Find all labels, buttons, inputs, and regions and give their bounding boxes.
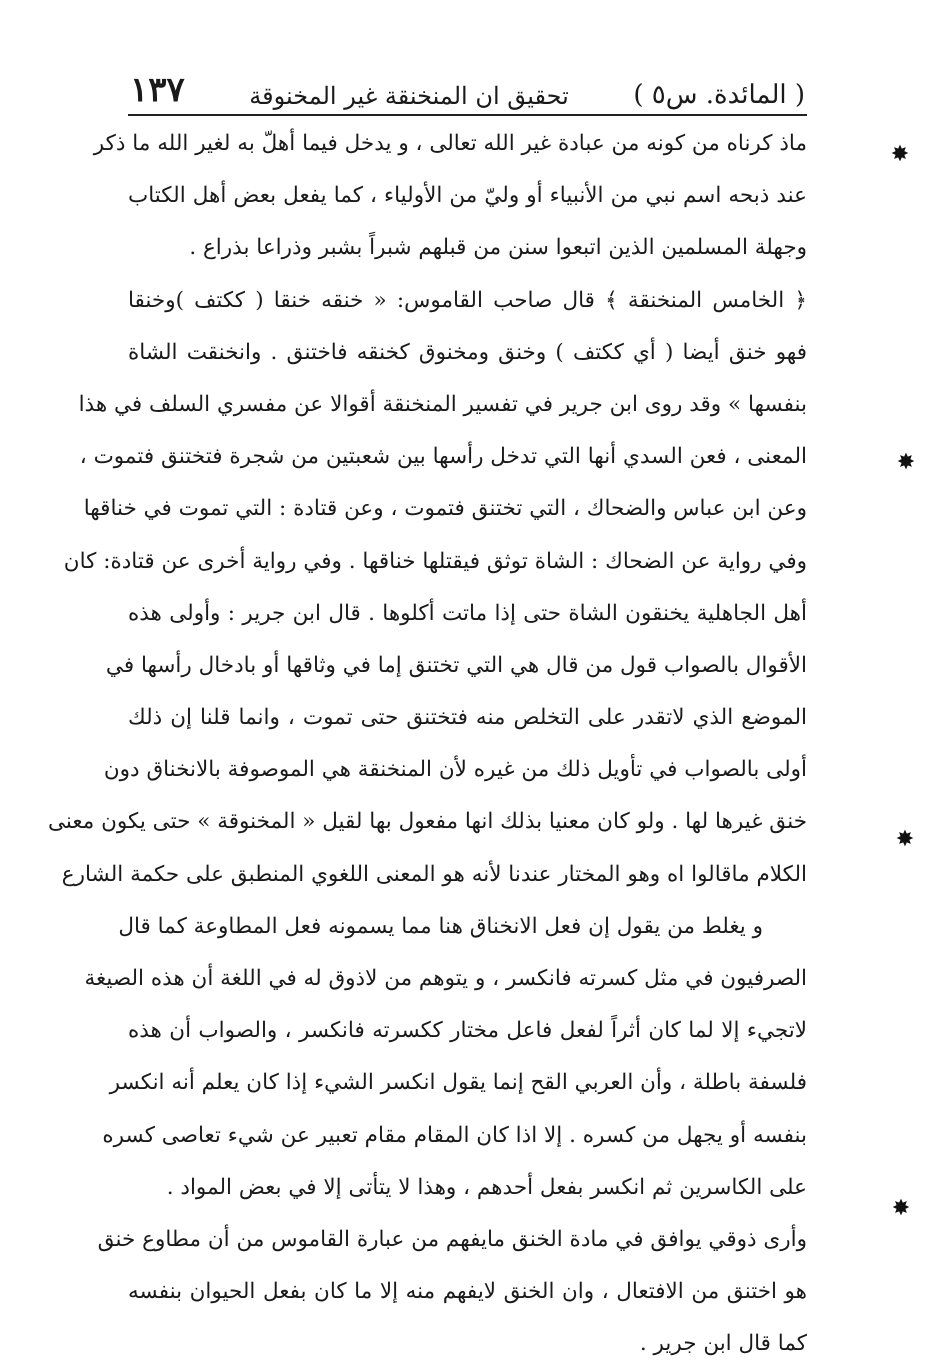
text-line: وعن ابن عباس والضحاك ، التي تختنق فتموت ، وعن قتادة : التي تموت في خناقها bbox=[83, 496, 807, 522]
text-line: فهو خنق أيضا ( أي ككتف ) وخنق ومخنوق كخنقه فاختنق . وانخنقت الشاة bbox=[128, 339, 807, 365]
text-line: عند ذبحه اسم نبي من الأنبياء أو وليّ من الأولياء ، كما يفعل بعض أهل الكتاب bbox=[128, 183, 807, 209]
binding-mark-icon: ✸ bbox=[895, 827, 915, 852]
binding-mark-icon: ✸ bbox=[891, 1196, 911, 1221]
binding-mark-icon: ✸ bbox=[890, 142, 910, 167]
text-line: لاتجيء إلا لما كان أثراً لفعل فاعل مختار ككسرته فانكسر ، والصواب أن هذه bbox=[128, 1018, 807, 1044]
text-line: المعنى ، فعن السدي أنها التي تدخل رأسها بين شعبتين من شجرة فتختنق فتموت ، bbox=[79, 444, 807, 470]
binding-mark-icon: ✸ bbox=[896, 450, 916, 475]
text-line: هو اختنق من الافتعال ، وان الخنق لايفهم منه إلا ما كان بفعل الحيوان بنفسه bbox=[128, 1279, 807, 1305]
page-header bbox=[130, 62, 805, 110]
text-line: الكلام ماقالوا اه وهو المختار عندنا لأنه هو المعنى اللغوي المنطبق على حكمة الشارع bbox=[61, 861, 807, 887]
text-line: أولى بالصواب في تأويل ذلك من غيره لأن المنخنقة هي الموصوفة بالانخناق دون bbox=[103, 757, 807, 783]
text-line: الموضع الذي لاتقدر على التخلص منه فتختنق حتى تموت ، وانما قلنا إن ذلك bbox=[128, 705, 807, 731]
text-line: ﴿ الخامس المنخنقة ﴾ قال صاحب القاموس: « خنقه خنقا ( ككتف )وخنقا bbox=[128, 287, 807, 313]
text-line: أهل الجاهلية يخنقون الشاة حتى إذا ماتت أكلوها . قال ابن جرير : وأولى هذه bbox=[128, 600, 807, 626]
text-line: ماذ كرناه من كونه من عبادة غير الله تعالى ، و يدخل فيما أهلّ به لغير الله ما ذكر bbox=[93, 131, 807, 156]
text-line: خنق غيرها لها . ولو كان معنيا بذلك انها مفعول بها لقيل « المخنوقة » حتى يكون معنى bbox=[47, 809, 807, 835]
text-line: بنفسها » وقد روى ابن جرير في تفسير المنخنقة أقوالا عن مفسري السلف في هذا bbox=[78, 391, 807, 417]
body-text bbox=[47, 118, 807, 1371]
text-line: وأرى ذوقي يوافق في مادة الخنق مايفهم من عبارة القاموس من أن مطاوع خنق bbox=[97, 1226, 807, 1252]
text-line: الأقوال بالصواب قول من قال هي التي تختنق إما في وثاقها أو بادخال رأسها في bbox=[105, 652, 807, 678]
text-line: كما قال ابن جرير . bbox=[639, 1331, 807, 1357]
page-number: ١٣٧ bbox=[130, 70, 185, 110]
text-line: على الكاسرين ثم انكسر بفعل أحدهم ، وهذا لا يتأتى إلا في بعض المواد . bbox=[166, 1174, 807, 1200]
header-rule bbox=[128, 114, 807, 116]
running-title: تحقيق ان المنخنقة غير المخنوقة bbox=[249, 82, 569, 110]
text-line: وفي رواية عن الضحاك : الشاة توثق فيقتلها خناقها . وفي رواية أخرى عن قتادة: كان bbox=[63, 548, 807, 574]
text-line: و يغلط من يقول إن فعل الانخناق هنا مما يسمونه فعل المطاوعة كما قال bbox=[118, 913, 763, 939]
text-line: الصرفيون في مثل كسرته فانكسر ، و يتوهم من لاذوق له في اللغة أن هذه الصيغة bbox=[84, 966, 807, 991]
text-line: بنفسه أو يجهل من كسره . إلا اذا كان المقام مقام تعبير عن شيء تعاصى كسره bbox=[102, 1122, 807, 1148]
text-line: وجهلة المسلمين الذين اتبعوا سنن من قبلهم شبراً بشبر وذراعا بذراع . bbox=[189, 235, 807, 261]
text-line: فلسفة باطلة ، وأن العربي القح إنما يقول انكسر الشيء إذا كان يعلم أنه انكسر bbox=[109, 1070, 807, 1096]
surah-reference: ( المائدة. س٥ ) bbox=[633, 80, 805, 110]
